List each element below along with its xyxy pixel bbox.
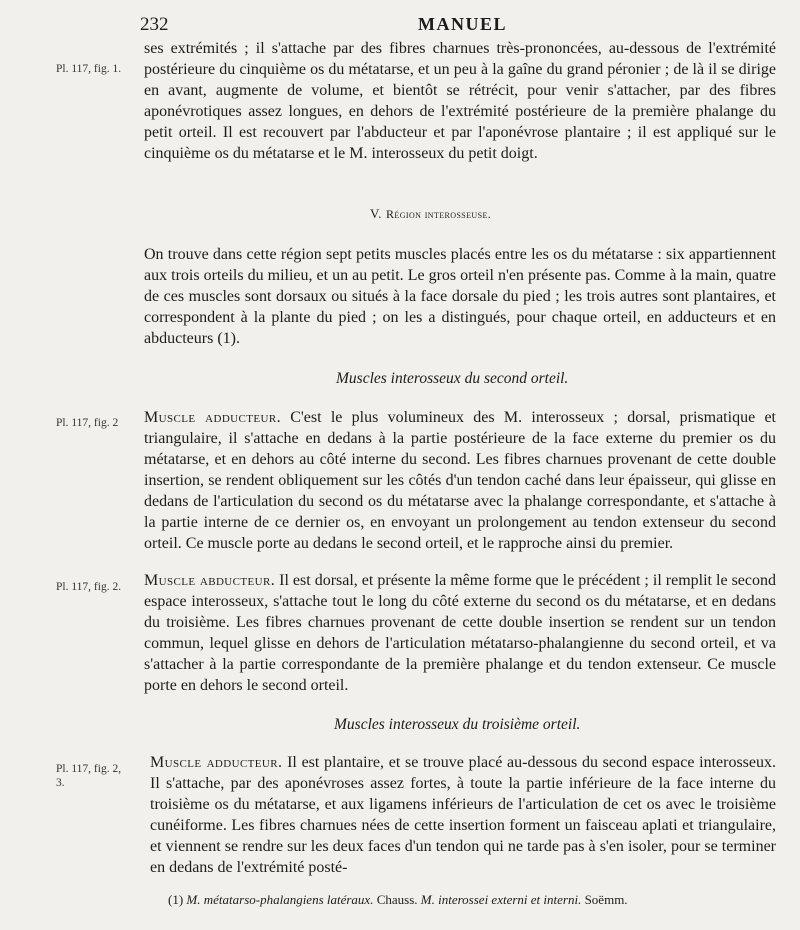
muscle-abducteur-second-paragraph [144, 570, 776, 696]
footnote-marker: (1). [217, 330, 240, 347]
section-heading [370, 206, 491, 222]
footnote-author-chaussier: Chauss. [373, 892, 421, 907]
footnote [168, 892, 768, 908]
margin-note-plate-ref: Pl. 117, fig. 2 [56, 417, 119, 429]
muscle-name: Muscle abducteur. [144, 572, 276, 589]
page-number: 232 [140, 14, 169, 35]
muscle-adducteur-second-paragraph [144, 407, 776, 554]
muscle-name: Muscle adducteur. [150, 754, 283, 771]
running-title: MANUEL [418, 14, 507, 34]
section-paragraph [144, 244, 776, 349]
footnote-term-soemmerring: M. interossei externi et interni. [420, 892, 582, 907]
muscle-description: Il est dorsal, et présente la même forme que le précédent ; il remplit le second espace interosseux, s'attache tout le long du côté externe du second os du métatarse, et en dedans du troisième. Les fibres charnues provenant de cette double insertion se rendent sur un tendon commun, lequel glisse en dehors de l'articulation métatarso-phalangienne du second orteil, et va s'attacher à la partie correspondante de la première phalange et du tendon extenseur. Ce muscle porte en dehors le second orteil. [144, 572, 776, 694]
section-title: Région interosseuse. [386, 207, 492, 221]
section-paragraph-text: On trouve dans cette région sept petits muscles placés entre les os du métatarse : six appartiennent aux trois orteils du milieu, et un au petit. Le gros orteil n'en présente pas. Comme à la main, quatre de ces muscles sont dorsaux ou situés à la face dorsale du pied ; les trois autres sont plantaires, et correspondent à la plante du pied ; on les a distingués, pour chaque orteil, en adducteurs et en abducteurs [144, 246, 776, 347]
intro-paragraph: ses extrémités ; il s'attache par des fibres charnues très-prononcées, au-dessous de l'extrémité postérieure du cinquième os du métatarse, et un peu à la gaîne du grand péronier ; de là il se dirige en avant, augmente de volume, et bientôt se rétrécit, pour venir s'attacher, par des fibres aponévrotiques assez longues, en dehors de l'extrémité postérieure de la première phalange du petit orteil. Il est recouvert par l'abducteur et par l'aponévrose plantaire ; il est appliqué sur le cinquième os du métatarse et le M. interosseux du petit doigt. [144, 40, 776, 162]
subheading-second-orteil: Muscles interosseux du second orteil. [336, 370, 569, 387]
subheading-third-orteil: Muscles interosseux du troisième orteil. [334, 716, 581, 733]
muscle-adducteur-third-paragraph [150, 752, 776, 878]
page-header [140, 14, 780, 40]
margin-note-plate-ref: Pl. 117, fig. 1. [56, 63, 122, 75]
muscle-description: Il est plantaire, et se trouve placé au-dessous du second espace interosseux. Il s'attache, par des aponévroses assez fortes, à toute la partie inférieure de la face interne du troisième os du métatarse, et aux ligamens inférieurs de l'articulation de cet os avec le troisième cunéiforme. Les fibres charnues nées de cette insertion forment un faisceau aplati et triangulaire, et viennent se rendre sur les deux faces d'un tendon qui ne tarde pas à s'en isoler, pour se terminer en dedans de l'extrémité posté- [150, 754, 776, 876]
margin-note-plate-ref: Pl. 117, fig. 2. [56, 581, 122, 593]
muscle-name: Muscle adducteur. [144, 409, 281, 426]
footnote-number: (1) [168, 892, 184, 907]
section-number: V. [370, 206, 383, 221]
footnote-author-soemmerring: Soëmm. [581, 892, 628, 907]
margin-note-plate-ref: Pl. 117, fig. 2, 3. [56, 763, 122, 789]
muscle-description: C'est le plus volumineux des M. interosseux ; dorsal, prismatique et triangulaire, il s'attache en dedans à la partie postérieure de la face externe du premier os du métatarse, et en dehors au côté interne du second. Les fibres charnues provenant de cette double insertion, se rendent obliquement sur les côtés d'un tendon caché dans leur épaisseur, qui glisse en dedans de l'articulation du second os du métatarse avec la phalange correspondante, et s'attache à la partie interne de ce dernier os, en envoyant un prolongement au tendon extenseur du second orteil. Ce muscle porte au dedans le second orteil, et le rapproche ainsi du premier. [144, 409, 776, 552]
footnote-term-chaussier: M. métatarso-phalangiens latéraux. [186, 892, 374, 907]
